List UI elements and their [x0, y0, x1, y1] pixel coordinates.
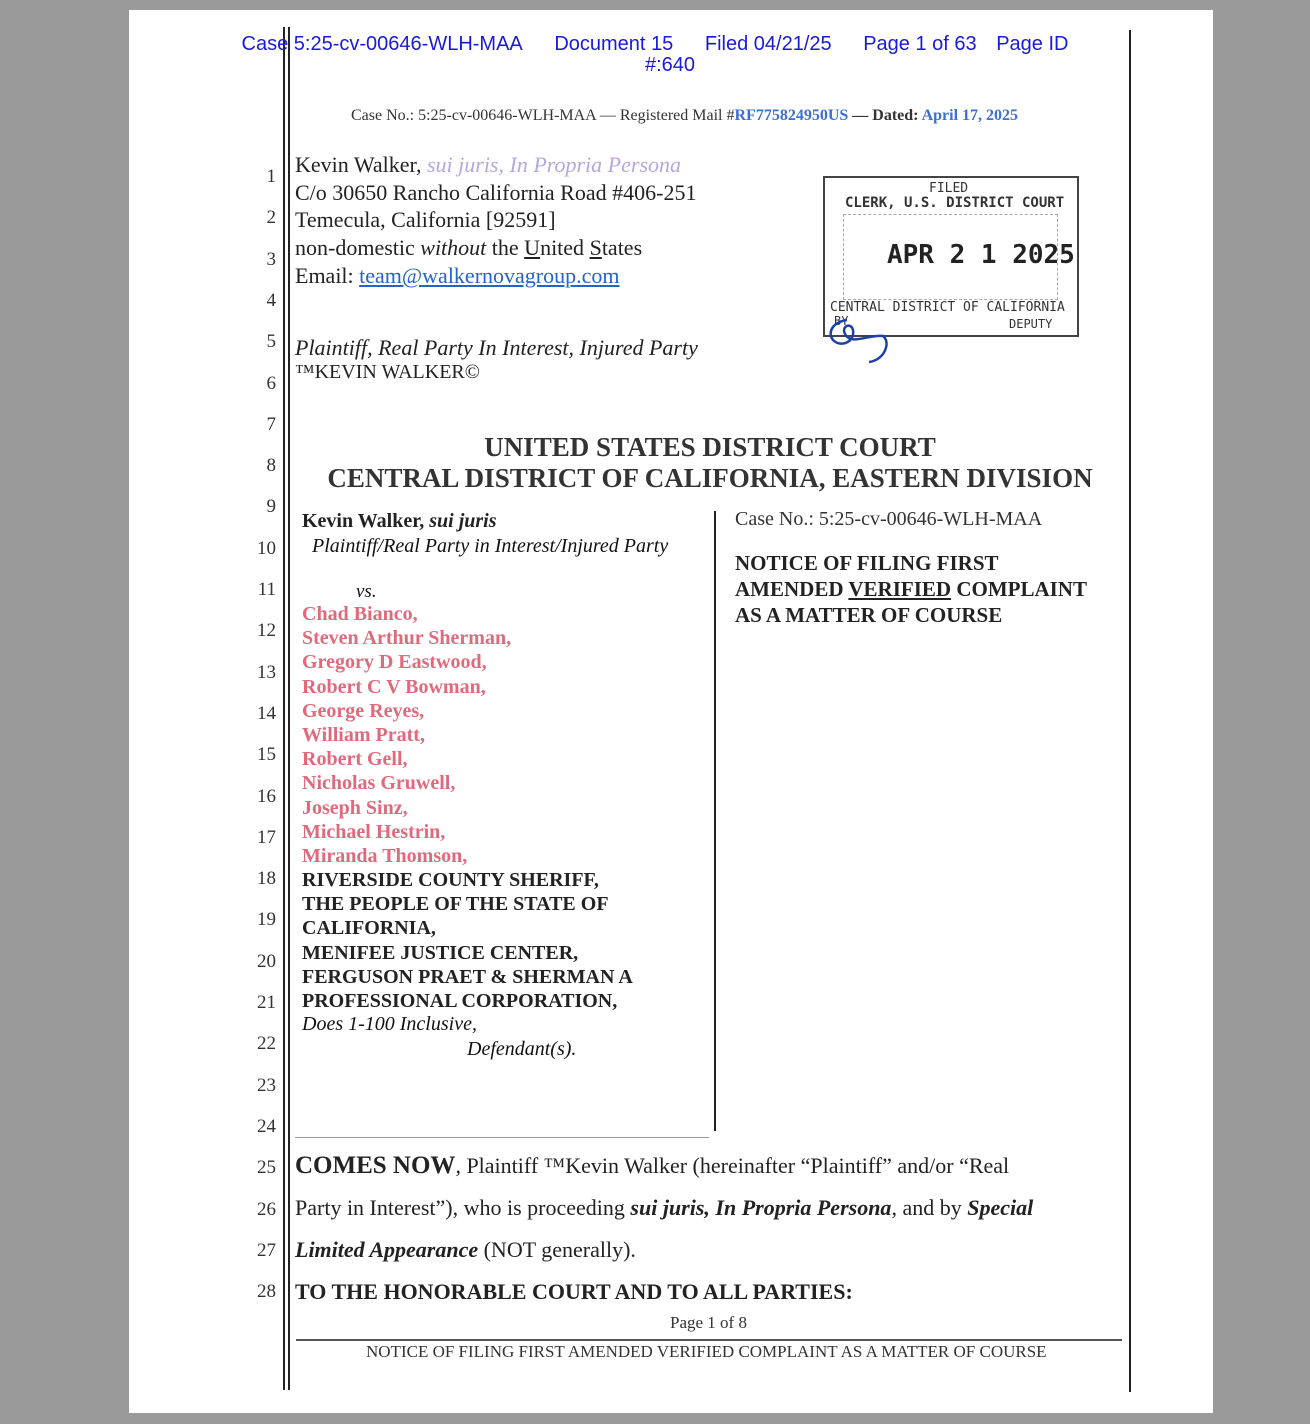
defendant-name: Steven Arthur Sherman, — [302, 627, 512, 650]
line-number: 6 — [266, 372, 276, 394]
body-line-25: COMES NOW, Plaintiff ™Kevin Walker (hereinafter “Plaintiff” and/or “Real — [295, 1152, 1010, 1179]
defendant-name: Nicholas Gruwell, — [302, 772, 456, 795]
plaintiff-role: Plaintiff, Real Party In Interest, Injured Party — [295, 335, 698, 360]
footer-page-number: Page 1 of 8 — [670, 1313, 747, 1332]
stamp-date: APR 2 1 2025 — [887, 240, 1075, 270]
line-number: 15 — [257, 744, 276, 766]
line-number: 25 — [257, 1157, 276, 1179]
line-number: 13 — [257, 661, 276, 683]
line-number: 24 — [257, 1115, 276, 1137]
signature-scribble — [825, 312, 895, 370]
line-number: 3 — [266, 248, 276, 270]
defendant-name: Miranda Thomson, — [302, 845, 468, 867]
line-number: 10 — [257, 537, 276, 559]
caption-defendants-label: Defendant(s). — [467, 1038, 577, 1060]
header-page-id: Page ID — [996, 33, 1069, 55]
defendant-name: Joseph Sinz, — [302, 796, 408, 819]
defendant-name: Chad Bianco, — [302, 603, 418, 625]
stamp-deputy: DEPUTY — [1009, 317, 1053, 331]
defendant-entity: THE PEOPLE OF THE STATE OF — [302, 893, 609, 916]
defendant-name: Robert C V Bowman, — [302, 675, 486, 698]
line-number: 5 — [266, 331, 276, 353]
stamp-clerk: CLERK, U.S. DISTRICT COURT — [845, 195, 1065, 211]
left-margin-line-inner — [288, 27, 290, 1390]
caption-bottom-rule — [295, 1137, 709, 1138]
stamp-district: CENTRAL DISTRICT OF CALIFORNIA — [830, 300, 1065, 315]
left-margin-line — [283, 27, 285, 1390]
caption-vs: vs. — [356, 581, 377, 602]
stamp-filed: FILED — [929, 181, 969, 196]
line-number: 19 — [257, 909, 276, 931]
header-page: Page 1 of 63 — [863, 33, 977, 55]
email-line: Email: team@walkernovagroup.com — [295, 263, 620, 288]
line-number: 14 — [257, 702, 276, 724]
line-number: 18 — [257, 868, 276, 890]
caption-plaintiff: Kevin Walker, sui juris — [302, 510, 497, 532]
registered-mail-number: RF775824950US — [734, 107, 849, 124]
body-line-28: TO THE HONORABLE COURT AND TO ALL PARTIES: — [295, 1279, 853, 1304]
line-number: 12 — [257, 620, 276, 642]
defendant-entity: MENIFEE JUSTICE CENTER, — [302, 941, 579, 964]
defendant-name: Robert Gell, — [302, 748, 408, 771]
line-number: 27 — [257, 1239, 276, 1261]
email-link[interactable]: team@walkernovagroup.com — [359, 263, 620, 288]
defendant-name: William Pratt, — [302, 724, 425, 746]
defendant-name: Gregory D Eastwood, — [302, 651, 487, 674]
line-number: 16 — [257, 785, 276, 807]
line-number: 28 — [257, 1281, 276, 1303]
line-number: 20 — [257, 950, 276, 972]
caption-plaintiff-role: Plaintiff/Real Party in Interest/Injured Party — [312, 535, 669, 557]
defendant-name: George Reyes, — [302, 699, 425, 722]
line-number: 4 — [266, 289, 276, 311]
domicile-line: non-domestic without the United States — [295, 235, 643, 260]
defendant-entity: RIVERSIDE COUNTY SHERIFF, — [302, 869, 599, 891]
plaintiff-trade-name: ™KEVIN WALKER© — [295, 361, 480, 383]
body-line-26: Party in Interest”), who is proceeding sui juris, In Propria Persona, and by Special — [295, 1195, 1034, 1220]
court-heading-line-2: CENTRAL DISTRICT OF CALIFORNIA, EASTERN DIVISION — [327, 463, 1093, 493]
header-document: Document 15 — [554, 33, 674, 55]
line-number: 26 — [257, 1198, 276, 1220]
line-number: 22 — [257, 1033, 276, 1055]
address-line-1: C/o 30650 Rancho California Road #406-251 — [295, 180, 697, 205]
defendant-entity: PROFESSIONAL CORPORATION, — [302, 990, 618, 1012]
header-case: Case 5:25-cv-00646-WLH-MAA — [241, 33, 523, 55]
case-reference-line: Case No.: 5:25-cv-00646-WLH-MAA — Registered Mail #RF775824950US — Dated: April 17, 2025 — [351, 107, 1019, 124]
defendant-entity: CALIFORNIA, — [302, 917, 436, 940]
line-number: 2 — [266, 207, 276, 229]
body-line-27: Limited Appearance (NOT generally). — [295, 1237, 636, 1262]
line-number: 21 — [257, 992, 276, 1013]
court-heading-line-1: UNITED STATES DISTRICT COURT — [484, 432, 936, 462]
dated-value: April 17, 2025 — [921, 107, 1019, 124]
defendant-name: Michael Hestrin, — [302, 820, 446, 843]
line-number: 1 — [266, 166, 276, 187]
caption-case-number: Case No.: 5:25-cv-00646-WLH-MAA — [735, 508, 1043, 530]
footer-rule — [296, 1339, 1122, 1341]
notice-title-line-1: NOTICE OF FILING FIRST — [735, 551, 999, 575]
ecf-header — [0, 33, 1310, 56]
line-number: 11 — [257, 579, 276, 600]
header-filed: Filed 04/21/25 — [704, 33, 832, 55]
notice-title-line-3: AS A MATTER OF COURSE — [735, 603, 1003, 627]
footer-title: NOTICE OF FILING FIRST AMENDED VERIFIED COMPLAINT AS A MATTER OF COURSE — [366, 1342, 1047, 1361]
defendant-entity: FERGUSON PRAET & SHERMAN A — [302, 965, 633, 988]
stamp-by: BY — [834, 314, 849, 328]
caption-does: Does 1-100 Inclusive, — [302, 1013, 477, 1035]
line-number: 9 — [266, 496, 276, 518]
notice-title-line-2: AMENDED VERIFIED COMPLAINT — [735, 577, 1087, 601]
line-number: 17 — [257, 826, 276, 848]
caption-vertical-divider — [714, 511, 716, 1131]
right-margin-line — [1129, 30, 1131, 1392]
plaintiff-name-line: Kevin Walker, sui juris, In Propria Persona — [295, 152, 681, 177]
address-line-2: Temecula, California [92591] — [295, 207, 556, 232]
line-number: 7 — [266, 413, 276, 435]
line-number: 23 — [257, 1074, 276, 1096]
header-page-id-number: #:640 — [644, 54, 696, 76]
line-number: 8 — [266, 455, 276, 477]
